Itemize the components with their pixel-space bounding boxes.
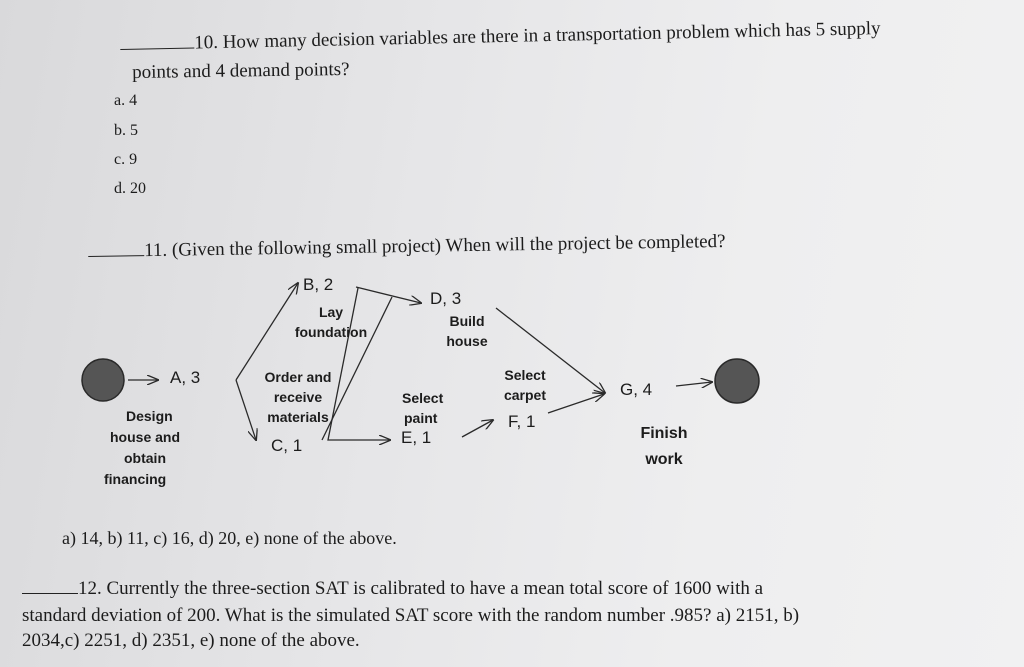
node-c-description <box>254 367 342 427</box>
node-e-code: E, 1 <box>401 428 432 447</box>
node-a-line: financing <box>104 471 167 487</box>
node-f-line: carpet <box>503 387 547 403</box>
q12-answer-blank[interactable] <box>22 578 78 594</box>
node-a-line: Design <box>126 408 173 424</box>
arrow-b-to-d <box>356 287 421 303</box>
node-g-code: G, 4 <box>620 380 653 399</box>
q10-text-line1: 10. How many decision variables are there in a transportation problem which has 5 supply <box>193 18 881 54</box>
node-e-description <box>392 388 456 428</box>
arrow-a-to-c <box>236 380 256 440</box>
option-letter: d. <box>114 180 126 197</box>
node-d-code: D, 3 <box>430 289 462 308</box>
q12-question-line3: 2034,c) 2251, d) 2351, e) none of the above. <box>22 630 360 651</box>
node-f-code: F, 1 <box>508 412 536 431</box>
node-d-line: house <box>446 333 488 349</box>
node-b-code: B, 2 <box>303 275 334 294</box>
node-g-description <box>631 421 697 473</box>
option-letter: c. <box>114 151 126 168</box>
option-value: 5 <box>130 122 138 139</box>
node-b-line: Lay <box>318 304 344 320</box>
option-value: 9 <box>129 151 138 168</box>
node-a-description <box>104 406 198 490</box>
node-a-code: A, 3 <box>170 368 201 387</box>
node-f-line: Select <box>504 367 546 383</box>
node-f-description <box>490 365 560 405</box>
start-node <box>82 359 124 401</box>
node-d-line: Build <box>449 313 485 329</box>
q12-question-line1 <box>22 578 763 600</box>
q11-answer-choices: a) 14, b) 11, c) 16, d) 20, e) none of the above. <box>62 528 397 548</box>
q11-text: 11. (Given the following small project) When will the project be completed? <box>143 230 726 262</box>
node-c-line: Order and <box>264 369 332 385</box>
node-a-line: house and <box>110 429 181 445</box>
end-node <box>715 359 759 403</box>
option-letter: b. <box>114 122 126 139</box>
node-g-line: Finish <box>640 425 688 442</box>
node-b-description <box>286 302 376 342</box>
node-a-line: obtain <box>124 450 166 466</box>
node-g-line: work <box>645 451 683 468</box>
arrow-e-to-f <box>462 420 493 437</box>
node-d-description <box>432 311 502 351</box>
q10-text-line2: points and 4 demand points? <box>132 58 350 83</box>
option-value: 4 <box>129 92 138 109</box>
node-e-line: paint <box>404 410 438 426</box>
arrow-g-to-end <box>676 382 712 386</box>
node-c-line: receive <box>273 389 323 405</box>
node-c-code: C, 1 <box>271 436 303 455</box>
node-c-line: materials <box>267 409 329 425</box>
node-b-line: foundation <box>294 324 368 340</box>
q12-text-line1: 12. Currently the three-section SAT is calibrated to have a mean total score of 1600 with a <box>78 578 764 599</box>
option-value: 20 <box>130 180 146 197</box>
node-e-line: Select <box>402 390 444 406</box>
option-letter: a. <box>114 92 126 109</box>
q12-question-line2: standard deviation of 200. What is the simulated SAT score with the random number .985? a) 2151, b) <box>22 605 800 626</box>
